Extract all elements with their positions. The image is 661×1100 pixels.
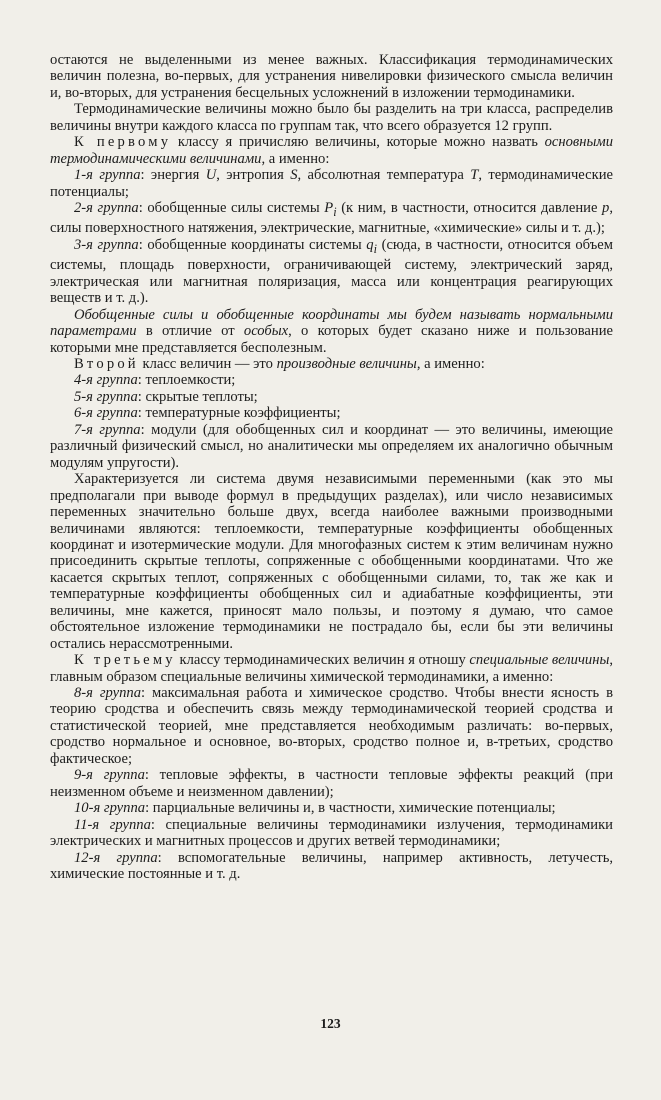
paragraph <box>50 800 613 816</box>
paragraph <box>50 652 613 685</box>
text-run: классу термодинамических величин я отношу <box>175 652 470 669</box>
text-run: : обобщенные координаты системы <box>138 236 367 253</box>
paragraph <box>50 389 613 405</box>
italic-text: 2-я группа <box>74 200 139 217</box>
text-run: в отличие от <box>136 323 244 340</box>
text-run: : температурные коэффициенты; <box>137 405 341 422</box>
text-run: , о которых будет сказано ниже и пользование которыми мне представляется бесполезным. <box>50 323 613 356</box>
paragraph <box>50 372 613 388</box>
italic-text: особых <box>243 323 289 340</box>
page-number: 123 <box>320 1016 341 1031</box>
text-run: , а именно: <box>416 355 485 372</box>
italic-text: 10-я группа <box>74 800 146 817</box>
italic-text: S <box>290 167 298 184</box>
text-run: (сюда, в частности, относится объем системы, площадь поверхности, ограничивающей систему, электрический заряд, электрическая или магнитная поляризация, масса или концентрация реагирующих веществ и т. д.). <box>50 236 613 307</box>
subscript: i <box>373 241 377 256</box>
italic-text: q <box>366 236 374 253</box>
text-run: : теплоемкости; <box>137 372 236 389</box>
body-text <box>50 52 613 882</box>
italic-text: производные величины <box>276 355 417 372</box>
italic-text: 1-я группа <box>74 167 141 184</box>
text-run: , термодинамические потенциалы; <box>50 167 613 200</box>
text-run: остаются не выделенными из менее важных. Классификация термодинамических величин полезна, во-первых, для устранения нивелировки физического смысла величин и, во-вторых, для устранения бесцельных усложнений в изложении термодинамики. <box>50 52 613 101</box>
spaced-text: К третьему <box>74 652 176 669</box>
paragraph <box>50 422 613 471</box>
text-run: , силы поверхностного натяжения, электрические, магнитные, «химические» силы и т. д.); <box>50 200 613 237</box>
paragraph <box>50 405 613 421</box>
italic-text: 6-я группа <box>74 405 138 422</box>
text-run: (к ним, в частности, относится давление <box>336 200 603 217</box>
paragraph <box>50 134 613 167</box>
spaced-text: Второй <box>74 355 139 372</box>
paragraph <box>50 767 613 800</box>
text-run: : парциальные величины и, в частности, химические потенциалы; <box>145 800 556 817</box>
paragraph <box>50 237 613 307</box>
text-run: : максимальная работа и химическое сродство. Чтобы внести ясность в теорию сродства и обеспечить связь между термодинамической теорией сродства и статистической теорией, мне представляется необходимым различать: во-первых, сродство нормальное и основное, во-вторых, сродство полное и, в-третьих, сродство фактическое; <box>50 685 613 767</box>
italic-text: основными термодинамическими величинами <box>50 134 613 167</box>
italic-text: 3-я группа <box>74 236 139 253</box>
italic-text: 4-я группа <box>74 372 138 389</box>
italic-text: T <box>470 167 479 184</box>
paragraph <box>50 850 613 883</box>
paragraph <box>50 101 613 134</box>
paragraph <box>50 471 613 652</box>
italic-text: 11-я группа <box>74 816 151 833</box>
italic-text: специальные величины <box>469 652 610 669</box>
text-run: классу я причисляю величины, которые можно назвать <box>171 134 545 151</box>
text-run: Термодинамические величины можно было бы разделить на три класса, распределив величины внутри каждого класса по группам так, что всего образуется 12 групп. <box>50 101 613 134</box>
italic-text: 8-я группа <box>74 685 142 702</box>
text-run: Характеризуется ли система двумя независимыми переменными (как это мы предполагали при выводе формул в предыдущих разделах), или число независимых переменных значительно больше двух, всегда наиболее важными производными величинами являются: теплоемкости, температурные коэффициенты обобщенных координат и изотермические модули. Для многофазных систем к этим величинам нужно присоединить скрытые теплоты, сопряженные с обобщенными координатами. Что же касается скрытых теплот, сопряженных с обобщенными силами, то, так же как и температурные коэффициенты обобщенных сил и адиабатные коэффициенты, эти величины, мне кажется, приносят мало пользы, и поэтому я думаю, что самое обстоятельное изложение термодинамики не пострадало бы, если бы эти величины остались нерассмотренными. <box>50 471 613 652</box>
text-run: : энергия <box>140 167 206 184</box>
italic-text: U <box>205 167 217 184</box>
italic-text: 9-я группа <box>74 767 145 784</box>
text-run: , главным образом специальные величины химической термодинамики, а именно: <box>50 652 613 685</box>
paragraph <box>50 167 613 200</box>
spaced-text: К первому <box>74 134 172 151</box>
text-run: , а именно: <box>261 150 330 167</box>
text-run: : скрытые теплоты; <box>137 388 258 405</box>
italic-text: 5-я группа <box>74 388 138 405</box>
text-run: : специальные величины термодинамики излучения, термодинамики электрических и магнитных процессов и других ветвей термодинамики; <box>50 816 613 850</box>
text-run: , абсолютная температура <box>297 167 471 184</box>
paragraph <box>50 307 613 356</box>
paragraph <box>50 817 613 850</box>
italic-text: p <box>602 200 610 217</box>
paragraph <box>50 685 613 767</box>
text-run: : вспомогательные величины, например активность, летучесть, химические постоянные и т. д. <box>50 849 613 883</box>
paragraph <box>50 356 613 372</box>
text-run: : тепловые эффекты, в частности тепловые эффекты реакций (при неизменном объеме и неизменном давлении); <box>50 767 613 800</box>
italic-text: 7-я группа <box>74 421 141 438</box>
text-run: класс величин — это <box>138 355 277 372</box>
paragraph <box>50 200 613 237</box>
text-run: : модули (для обобщенных сил и координат — это величины, имеющие различный физический смысл, но аналитически мы определяем их аналогично обычным модулям упругости). <box>50 421 613 471</box>
italic-text: 12-я группа <box>74 849 158 866</box>
text-run: , энтропия <box>216 167 291 184</box>
subscript: i <box>333 204 337 219</box>
paragraph <box>50 52 613 101</box>
text-run: : обобщенные силы системы <box>138 200 325 217</box>
italic-text: Обобщенные силы и обобщенные координаты мы будем называть нормальными параметрами <box>50 306 613 340</box>
italic-text: P <box>324 200 334 217</box>
